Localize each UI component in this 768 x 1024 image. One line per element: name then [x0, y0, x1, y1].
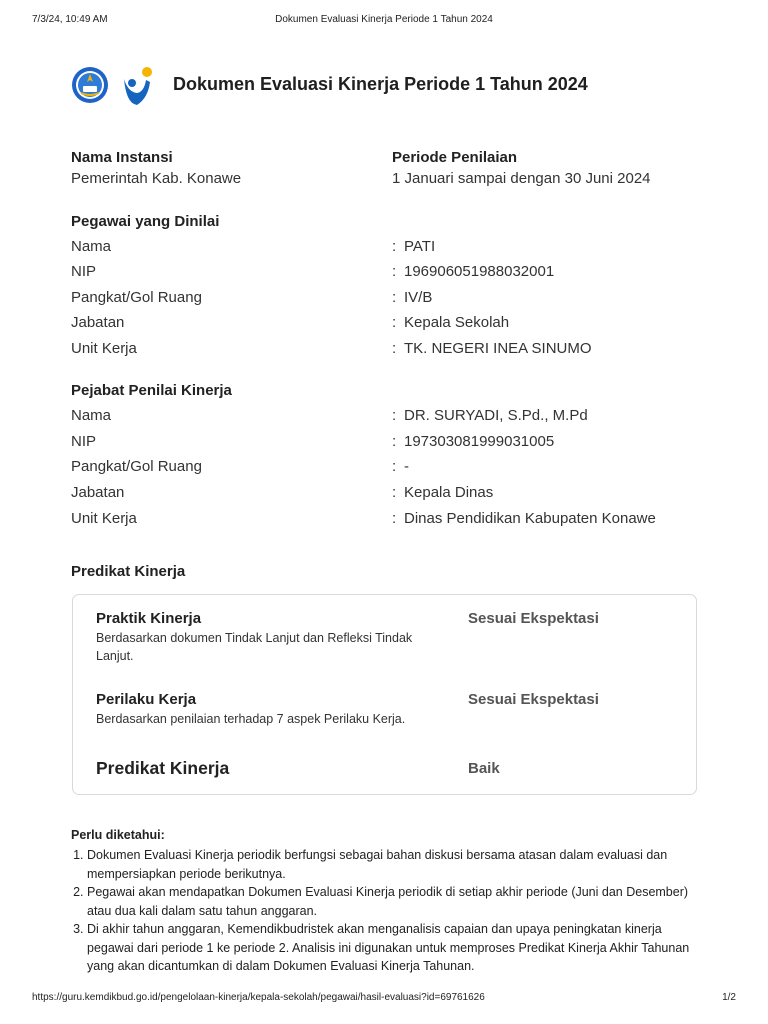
merdeka-mengajar-figure-icon	[121, 66, 155, 106]
perilaku-desc: Berdasarkan penilaian terhadap 7 aspek Perilaku Kerja.	[96, 712, 406, 726]
field-value: 197303081999031005	[404, 433, 555, 450]
notes	[71, 828, 711, 976]
pejabat-row-nip	[71, 433, 711, 453]
field-value: Dinas Pendidikan Kabupaten Konawe	[404, 510, 656, 527]
colon: :	[392, 238, 397, 255]
tut-wuri-handayani-logo-icon	[71, 66, 109, 104]
praktik-desc: Berdasarkan dokumen Tindak Lanjut dan Refleksi Tindak Lanjut.	[96, 631, 413, 663]
pejabat-row-pangkat	[71, 458, 711, 478]
page-number: 1/2	[722, 992, 736, 1003]
colon: :	[392, 340, 397, 357]
periode-block	[392, 149, 651, 187]
pejabat-heading: Pejabat Penilai Kinerja	[71, 382, 232, 399]
field-value: -	[404, 458, 409, 475]
pegawai-row-unit	[71, 340, 711, 360]
instansi-value: Pemerintah Kab. Konawe	[71, 170, 242, 187]
field-label: Nama	[71, 407, 112, 424]
praktik-title: Praktik Kinerja	[96, 610, 202, 627]
perilaku-result: Sesuai Ekspektasi	[468, 691, 599, 708]
perilaku-title: Perilaku Kerja	[96, 691, 197, 708]
field-label: NIP	[71, 433, 97, 450]
field-label: Nama	[71, 238, 112, 255]
print-title: Dokumen Evaluasi Kinerja Periode 1 Tahun 2024	[275, 14, 493, 25]
colon: :	[392, 263, 397, 280]
pegawai-row-nip	[71, 263, 711, 283]
periode-value: 1 Januari sampai dengan 30 Juni 2024	[392, 170, 651, 187]
colon: :	[392, 407, 397, 424]
list-item: 3. Di akhir tahun anggaran, Kemendikbudristek akan menganalisis capaian dan upaya peningkatan kinerja pegawai dari periode 1 ke periode 2. Analisis ini digunakan untuk memproses Predikat Kinerja Akhir Tahunan yang akan dicantumkan di dalam Dokumen Evaluasi Kinerja Tahunan.	[87, 920, 711, 976]
field-label: Jabatan	[71, 484, 125, 501]
print-footer	[32, 992, 736, 1006]
notes-heading: Perlu diketahui:	[71, 828, 165, 842]
colon: :	[392, 510, 397, 527]
pegawai-row-pangkat	[71, 289, 711, 309]
field-label: Unit Kerja	[71, 340, 137, 357]
field-label: Pangkat/Gol Ruang	[71, 289, 202, 306]
field-label: NIP	[71, 263, 97, 280]
field-value: TK. NEGERI INEA SINUMO	[404, 340, 592, 357]
page-title: Dokumen Evaluasi Kinerja Periode 1 Tahun 2024	[173, 74, 588, 94]
colon: :	[392, 289, 397, 306]
instansi-block	[71, 149, 241, 187]
periode-label: Periode Penilaian	[392, 149, 518, 166]
field-value: 196906051988032001	[404, 263, 555, 280]
pejabat-row-jabatan	[71, 484, 711, 504]
notes-list	[71, 846, 711, 976]
print-url: https://guru.kemdikbud.go.id/pengelolaan-kinerja/kepala-sekolah/pegawai/hasil-evaluasi?id=69761626	[32, 992, 485, 1003]
field-value: Kepala Sekolah	[404, 314, 510, 331]
pegawai-row-jabatan	[71, 314, 711, 334]
instansi-label: Nama Instansi	[71, 149, 173, 166]
predikat-heading: Predikat Kinerja	[71, 563, 186, 580]
field-value: IV/B	[404, 289, 433, 306]
pejabat-row-nama	[71, 407, 711, 427]
field-label: Pangkat/Gol Ruang	[71, 458, 202, 475]
praktik-result: Sesuai Ekspektasi	[468, 610, 599, 627]
final-predikat-title: Predikat Kinerja	[96, 758, 230, 778]
field-label: Unit Kerja	[71, 510, 137, 527]
field-label: Jabatan	[71, 314, 125, 331]
predikat-card	[72, 594, 697, 795]
field-value: DR. SURYADI, S.Pd., M.Pd	[404, 407, 588, 424]
pegawai-row-nama	[71, 238, 711, 258]
final-predikat-result: Baik	[468, 760, 500, 777]
field-value: Kepala Dinas	[404, 484, 494, 501]
print-header	[32, 14, 736, 28]
pejabat-row-unit	[71, 510, 711, 530]
colon: :	[392, 458, 397, 475]
print-datetime: 7/3/24, 10:49 AM	[32, 14, 108, 25]
list-item: 1. Dokumen Evaluasi Kinerja periodik berfungsi sebagai bahan diskusi bersama atasan dalam evaluasi dan mempersiapkan periode berikutnya.	[87, 846, 711, 883]
colon: :	[392, 314, 397, 331]
list-item: 2. Pegawai akan mendapatkan Dokumen Evaluasi Kinerja periodik di setiap akhir periode (Juni dan Desember) atau dua kali dalam satu tahun anggaran.	[87, 883, 711, 920]
colon: :	[392, 433, 397, 450]
colon: :	[392, 484, 397, 501]
pegawai-heading: Pegawai yang Dinilai	[71, 213, 220, 230]
field-value: PATI	[404, 238, 436, 255]
